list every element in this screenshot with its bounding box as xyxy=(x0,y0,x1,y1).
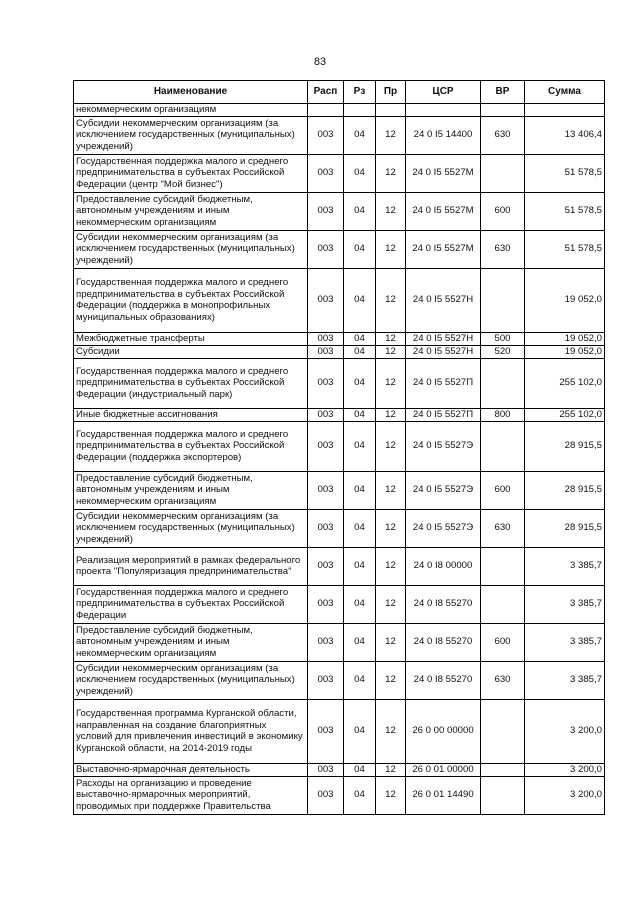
cell-name: Государственная поддержка малого и среднего предпринимательства в субъектах Российской Федерации (индустриальный парк) xyxy=(74,358,308,408)
budget-table xyxy=(73,80,605,815)
cell-name: Предоставление субсидий бюджетным, автономным учреждениям и иным некоммерческим организациям xyxy=(74,471,308,509)
cell-name: Иные бюджетные ассигнования xyxy=(74,408,308,421)
cell-name: Субсидии xyxy=(74,345,308,358)
cell-vr: 600 xyxy=(481,623,525,661)
cell-sum: 3 385,7 xyxy=(525,547,605,585)
cell-csr: 24 0 I8 00000 xyxy=(406,547,481,585)
cell-pr: 12 xyxy=(376,154,406,192)
table-row xyxy=(74,116,605,154)
cell-vr xyxy=(481,421,525,471)
cell-rz: 04 xyxy=(344,661,376,699)
cell-pr: 12 xyxy=(376,332,406,345)
cell-csr xyxy=(406,104,481,117)
table-row xyxy=(74,776,605,814)
cell-rasp: 003 xyxy=(308,661,344,699)
cell-pr: 12 xyxy=(376,345,406,358)
cell-name: Предоставление субсидий бюджетным, автономным учреждениям и иным некоммерческим организациям xyxy=(74,192,308,230)
cell-pr: 12 xyxy=(376,661,406,699)
header-csr: ЦСР xyxy=(406,81,481,104)
cell-pr xyxy=(376,104,406,117)
cell-sum: 3 385,7 xyxy=(525,585,605,623)
table-row xyxy=(74,623,605,661)
cell-rz: 04 xyxy=(344,332,376,345)
cell-rasp: 003 xyxy=(308,268,344,332)
table-row xyxy=(74,230,605,268)
cell-sum: 255 102,0 xyxy=(525,358,605,408)
cell-csr: 24 0 I8 55270 xyxy=(406,585,481,623)
cell-rz: 04 xyxy=(344,509,376,547)
cell-csr: 24 0 I5 5527Э xyxy=(406,471,481,509)
cell-vr xyxy=(481,268,525,332)
cell-vr: 800 xyxy=(481,408,525,421)
cell-vr: 600 xyxy=(481,192,525,230)
cell-rz: 04 xyxy=(344,154,376,192)
cell-rasp: 003 xyxy=(308,471,344,509)
header-rasp: Расп xyxy=(308,81,344,104)
cell-name: Реализация мероприятий в рамках федерального проекта "Популяризация предпринимательства" xyxy=(74,547,308,585)
cell-vr: 500 xyxy=(481,332,525,345)
cell-name: Государственная программа Курганской области, направленная на создание благоприятных условий для привлечения инвестиций в экономику Курганской области, на 2014-2019 годы xyxy=(74,699,308,763)
cell-sum: 255 102,0 xyxy=(525,408,605,421)
header-sum: Сумма xyxy=(525,81,605,104)
cell-csr: 24 0 I5 5527П xyxy=(406,358,481,408)
cell-vr xyxy=(481,154,525,192)
cell-csr: 24 0 I5 5527Н xyxy=(406,268,481,332)
table-row xyxy=(74,585,605,623)
cell-rasp: 003 xyxy=(308,763,344,776)
cell-sum: 3 200,0 xyxy=(525,763,605,776)
cell-rz: 04 xyxy=(344,471,376,509)
table-row xyxy=(74,358,605,408)
cell-csr: 24 0 I5 5527Э xyxy=(406,509,481,547)
cell-csr: 24 0 I5 14400 xyxy=(406,116,481,154)
table-row xyxy=(74,154,605,192)
cell-pr: 12 xyxy=(376,408,406,421)
cell-sum: 19 052,0 xyxy=(525,345,605,358)
cell-name: Расходы на организацию и проведение выставочно-ярмарочных мероприятий, проводимых при поддержке Правительства xyxy=(74,776,308,814)
cell-vr xyxy=(481,104,525,117)
cell-rasp: 003 xyxy=(308,776,344,814)
cell-name: Субсидии некоммерческим организациям (за исключением государственных (муниципальных) учреждений) xyxy=(74,661,308,699)
table-row xyxy=(74,763,605,776)
cell-rasp: 003 xyxy=(308,408,344,421)
cell-rz: 04 xyxy=(344,345,376,358)
cell-pr: 12 xyxy=(376,763,406,776)
cell-vr: 630 xyxy=(481,509,525,547)
cell-name: Государственная поддержка малого и среднего предпринимательства в субъектах Российской Федерации xyxy=(74,585,308,623)
cell-rasp: 003 xyxy=(308,230,344,268)
table-row xyxy=(74,471,605,509)
cell-csr: 24 0 I8 55270 xyxy=(406,623,481,661)
cell-rasp: 003 xyxy=(308,699,344,763)
cell-name: Предоставление субсидий бюджетным, автономным учреждениям и иным некоммерческим организациям xyxy=(74,623,308,661)
cell-rasp: 003 xyxy=(308,547,344,585)
cell-csr: 24 0 I5 5527М xyxy=(406,154,481,192)
cell-sum: 19 052,0 xyxy=(525,332,605,345)
cell-sum: 13 406,4 xyxy=(525,116,605,154)
table-row xyxy=(74,345,605,358)
cell-sum: 3 200,0 xyxy=(525,699,605,763)
header-rz: Рз xyxy=(344,81,376,104)
cell-rasp: 003 xyxy=(308,623,344,661)
cell-rz: 04 xyxy=(344,421,376,471)
cell-sum: 19 052,0 xyxy=(525,268,605,332)
cell-sum: 28 915,5 xyxy=(525,509,605,547)
header-row xyxy=(74,81,605,104)
cell-name: Государственная поддержка малого и среднего предпринимательства в субъектах Российской Федерации (поддержка в монопрофильных муниципальных образованиях) xyxy=(74,268,308,332)
table-row xyxy=(74,661,605,699)
cell-vr xyxy=(481,763,525,776)
header-pr: Пр xyxy=(376,81,406,104)
cell-rz: 04 xyxy=(344,699,376,763)
cell-csr: 24 0 I5 5527Н xyxy=(406,332,481,345)
cell-sum: 28 915,5 xyxy=(525,471,605,509)
cell-pr: 12 xyxy=(376,585,406,623)
cell-rasp: 003 xyxy=(308,192,344,230)
cell-pr: 12 xyxy=(376,230,406,268)
table-row xyxy=(74,408,605,421)
cell-name: Государственная поддержка малого и среднего предпринимательства в субъектах Российской Федерации (центр "Мой бизнес") xyxy=(74,154,308,192)
cell-csr: 26 0 00 00000 xyxy=(406,699,481,763)
cell-pr: 12 xyxy=(376,358,406,408)
table-row xyxy=(74,509,605,547)
cell-rz: 04 xyxy=(344,623,376,661)
cell-pr: 12 xyxy=(376,623,406,661)
page-number: 83 xyxy=(313,56,327,68)
cell-sum: 51 578,5 xyxy=(525,192,605,230)
cell-rasp: 003 xyxy=(308,509,344,547)
cell-rz: 04 xyxy=(344,358,376,408)
table-row xyxy=(74,699,605,763)
cell-vr: 520 xyxy=(481,345,525,358)
cell-sum: 3 385,7 xyxy=(525,661,605,699)
cell-pr: 12 xyxy=(376,471,406,509)
cell-vr xyxy=(481,699,525,763)
cell-vr: 630 xyxy=(481,661,525,699)
cell-sum: 28 915,5 xyxy=(525,421,605,471)
cell-pr: 12 xyxy=(376,776,406,814)
cell-csr: 24 0 I5 5527М xyxy=(406,230,481,268)
cell-pr: 12 xyxy=(376,547,406,585)
cell-pr: 12 xyxy=(376,699,406,763)
cell-rz: 04 xyxy=(344,192,376,230)
table-row xyxy=(74,104,605,117)
cell-sum xyxy=(525,104,605,117)
cell-name: Государственная поддержка малого и среднего предпринимательства в субъектах Российской Федерации (поддержка экспортеров) xyxy=(74,421,308,471)
cell-vr: 630 xyxy=(481,116,525,154)
cell-pr: 12 xyxy=(376,509,406,547)
cell-rz: 04 xyxy=(344,763,376,776)
cell-rasp: 003 xyxy=(308,154,344,192)
cell-rasp: 003 xyxy=(308,345,344,358)
header-vr: ВР xyxy=(481,81,525,104)
cell-csr: 26 0 01 00000 xyxy=(406,763,481,776)
cell-rz: 04 xyxy=(344,268,376,332)
cell-pr: 12 xyxy=(376,116,406,154)
cell-csr: 24 0 I5 5527П xyxy=(406,408,481,421)
cell-rasp xyxy=(308,104,344,117)
cell-name: Выставочно-ярмарочная деятельность xyxy=(74,763,308,776)
cell-rasp: 003 xyxy=(308,116,344,154)
cell-rasp: 003 xyxy=(308,585,344,623)
cell-csr: 26 0 01 14490 xyxy=(406,776,481,814)
cell-csr: 24 0 I8 55270 xyxy=(406,661,481,699)
table-row xyxy=(74,547,605,585)
cell-rz: 04 xyxy=(344,408,376,421)
cell-sum: 51 578,5 xyxy=(525,230,605,268)
cell-rasp: 003 xyxy=(308,332,344,345)
cell-rz xyxy=(344,104,376,117)
cell-sum: 3 385,7 xyxy=(525,623,605,661)
table-row xyxy=(74,268,605,332)
cell-sum: 3 200,0 xyxy=(525,776,605,814)
cell-csr: 24 0 I5 5527Н xyxy=(406,345,481,358)
cell-name: Межбюджетные трансферты xyxy=(74,332,308,345)
cell-vr xyxy=(481,358,525,408)
cell-rz: 04 xyxy=(344,116,376,154)
cell-name: Субсидии некоммерческим организациям (за исключением государственных (муниципальных) учреждений) xyxy=(74,230,308,268)
cell-name: Субсидии некоммерческим организациям (за исключением государственных (муниципальных) учреждений) xyxy=(74,509,308,547)
table-row xyxy=(74,192,605,230)
cell-rz: 04 xyxy=(344,230,376,268)
cell-rz: 04 xyxy=(344,776,376,814)
cell-vr xyxy=(481,547,525,585)
cell-pr: 12 xyxy=(376,268,406,332)
table-row xyxy=(74,421,605,471)
header-name: Наименование xyxy=(74,81,308,104)
cell-name: Субсидии некоммерческим организациям (за исключением государственных (муниципальных) учреждений) xyxy=(74,116,308,154)
cell-rasp: 003 xyxy=(308,358,344,408)
cell-sum: 51 578,5 xyxy=(525,154,605,192)
cell-pr: 12 xyxy=(376,421,406,471)
cell-rz: 04 xyxy=(344,585,376,623)
cell-pr: 12 xyxy=(376,192,406,230)
cell-rz: 04 xyxy=(344,547,376,585)
cell-name: некоммерческим организациям xyxy=(74,104,308,117)
cell-csr: 24 0 I5 5527Э xyxy=(406,421,481,471)
cell-vr xyxy=(481,585,525,623)
table-row xyxy=(74,332,605,345)
cell-rasp: 003 xyxy=(308,421,344,471)
cell-csr: 24 0 I5 5527М xyxy=(406,192,481,230)
cell-vr xyxy=(481,776,525,814)
cell-vr: 600 xyxy=(481,471,525,509)
cell-vr: 630 xyxy=(481,230,525,268)
